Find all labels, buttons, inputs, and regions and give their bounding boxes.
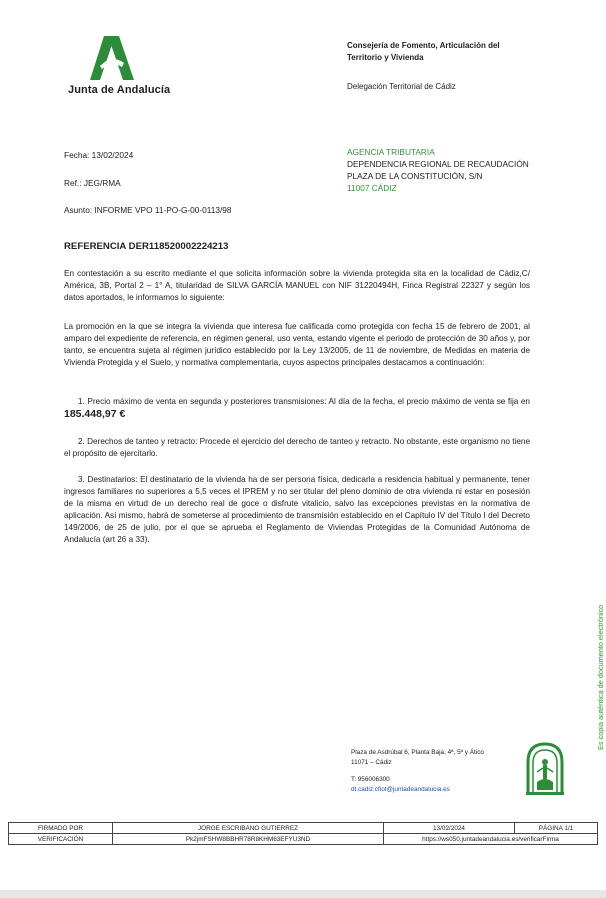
logo-text: Junta de Andalucía: [68, 84, 171, 96]
andalucia-seal-icon: [525, 742, 565, 796]
page-number: PÁGINA 1/1: [515, 823, 598, 834]
verification-url[interactable]: https://ws050.juntadeandalucia.es/verificarFirma: [384, 834, 598, 845]
page-bottom-bar: [0, 890, 606, 898]
max-price: 185.448,97 €: [64, 408, 126, 420]
authenticity-note: Es copia auténtica de documento electrónico: [596, 604, 605, 750]
verification-code: Pk2jmFSHW8BBHR78R8KHM63EFYU3ND: [113, 834, 384, 845]
item-price: 1. Precio máximo de venta en segunda y posteriores transmisiones: Al día de la fecha, el precio máximo de venta se fija en 185.448,97 €: [64, 397, 530, 420]
recipient-block: AGENCIA TRIBUTARIA DEPENDENCIA REGIONAL DE RECAUDACIÓN PLAZA DE LA CONSTITUCIÓN, S/N 11007 CÁDIZ: [347, 147, 529, 193]
verification-label: VERIFICACIÓN: [9, 834, 113, 845]
item-recipients: 3. Destinatarios: El destinatario de la vivienda ha de ser persona física, dedicarla a residencia habitual y permanente, tener ingresos familiares no superiores a 5,5 veces el IPREM y no ser titular del pleno dominio de otra vivienda ni estar en posesión de la misma en virtud de un derecho real de goce o disfrute vitalicio, salvo las excepciones previstas en la normativa de aplicación. Así mismo, habrá de someterse al procedimiento de transmisión establecido en el Capítulo IV del Título I del Decreto 149/2006, de 25 de julio, por el que se aprueba el Reglamento de Viviendas Protegidas de la Comunidad Autónoma de Andalucía (art 26 a 33).: [64, 475, 530, 544]
signed-by-label: FIRMADO POR: [9, 823, 113, 834]
subject-field: Asunto: INFORME VPO 11-PO-G-00-0113/98: [64, 205, 232, 215]
document-reference: REFERENCIA DER118520002224213: [64, 241, 229, 252]
department-name: Consejería de Fomento, Articulación del Territorio y Vivienda: [347, 41, 500, 62]
date-field: Fecha: 13/02/2024: [64, 150, 134, 160]
junta-logo-icon: [88, 36, 136, 82]
signature-table: [8, 822, 598, 845]
paragraph-promotion: La promoción en la que se integra la vivienda que interesa fue calificada como protegida con fecha 15 de febrero de 2001, al amparo del expediente de referencia, en régimen general, uso venta, estando vigente el periodo de protección de 30 años y, por tanto, se encuentra sujeta al régimen jurídico establecido por la Ley 13/2005, de 11 de noviembre, de Medidas en materia de Vivienda Protegida y el Suelo, y normativa complementaria, cuyos aspectos principales destacamos a continuación:: [64, 322, 530, 367]
item-tanteo: 2. Derechos de tanteo y retracto: Procede el ejercicio del derecho de tanteo y retracto. No obstante, este organismo no tiene el propósito de ejercitarlo.: [64, 437, 530, 458]
delegation-name: Delegación Territorial de Cádiz: [347, 82, 456, 91]
reference-field: Ref.: JEG/RMA: [64, 178, 121, 188]
address-block: Plaza de Asdrúbal 6, Planta Baja, 4ª, 5ª y Ático 11071 – Cádiz T: 956006300 dt.cadiz.cfiot@juntadeandalucia.es: [351, 749, 484, 793]
signature-date: 13/02/2024: [384, 823, 515, 834]
paragraph-intro: En contestación a su escrito mediante el que solicita información sobre la vivienda protegida sita en la localidad de Cádiz,C/ América, 3B, Portal 2 – 1° A, titularidad de SILVA GARCÍA MANUEL con NIF 31220494H, Finca Registral 22327 y según los datos aportados, le informamos lo siguiente:: [64, 269, 530, 302]
email-link[interactable]: dt.cadiz.cfiot@juntadeandalucia.es: [351, 785, 450, 793]
signer-name: JORGE ESCRIBANO GUTIERREZ: [113, 823, 384, 834]
